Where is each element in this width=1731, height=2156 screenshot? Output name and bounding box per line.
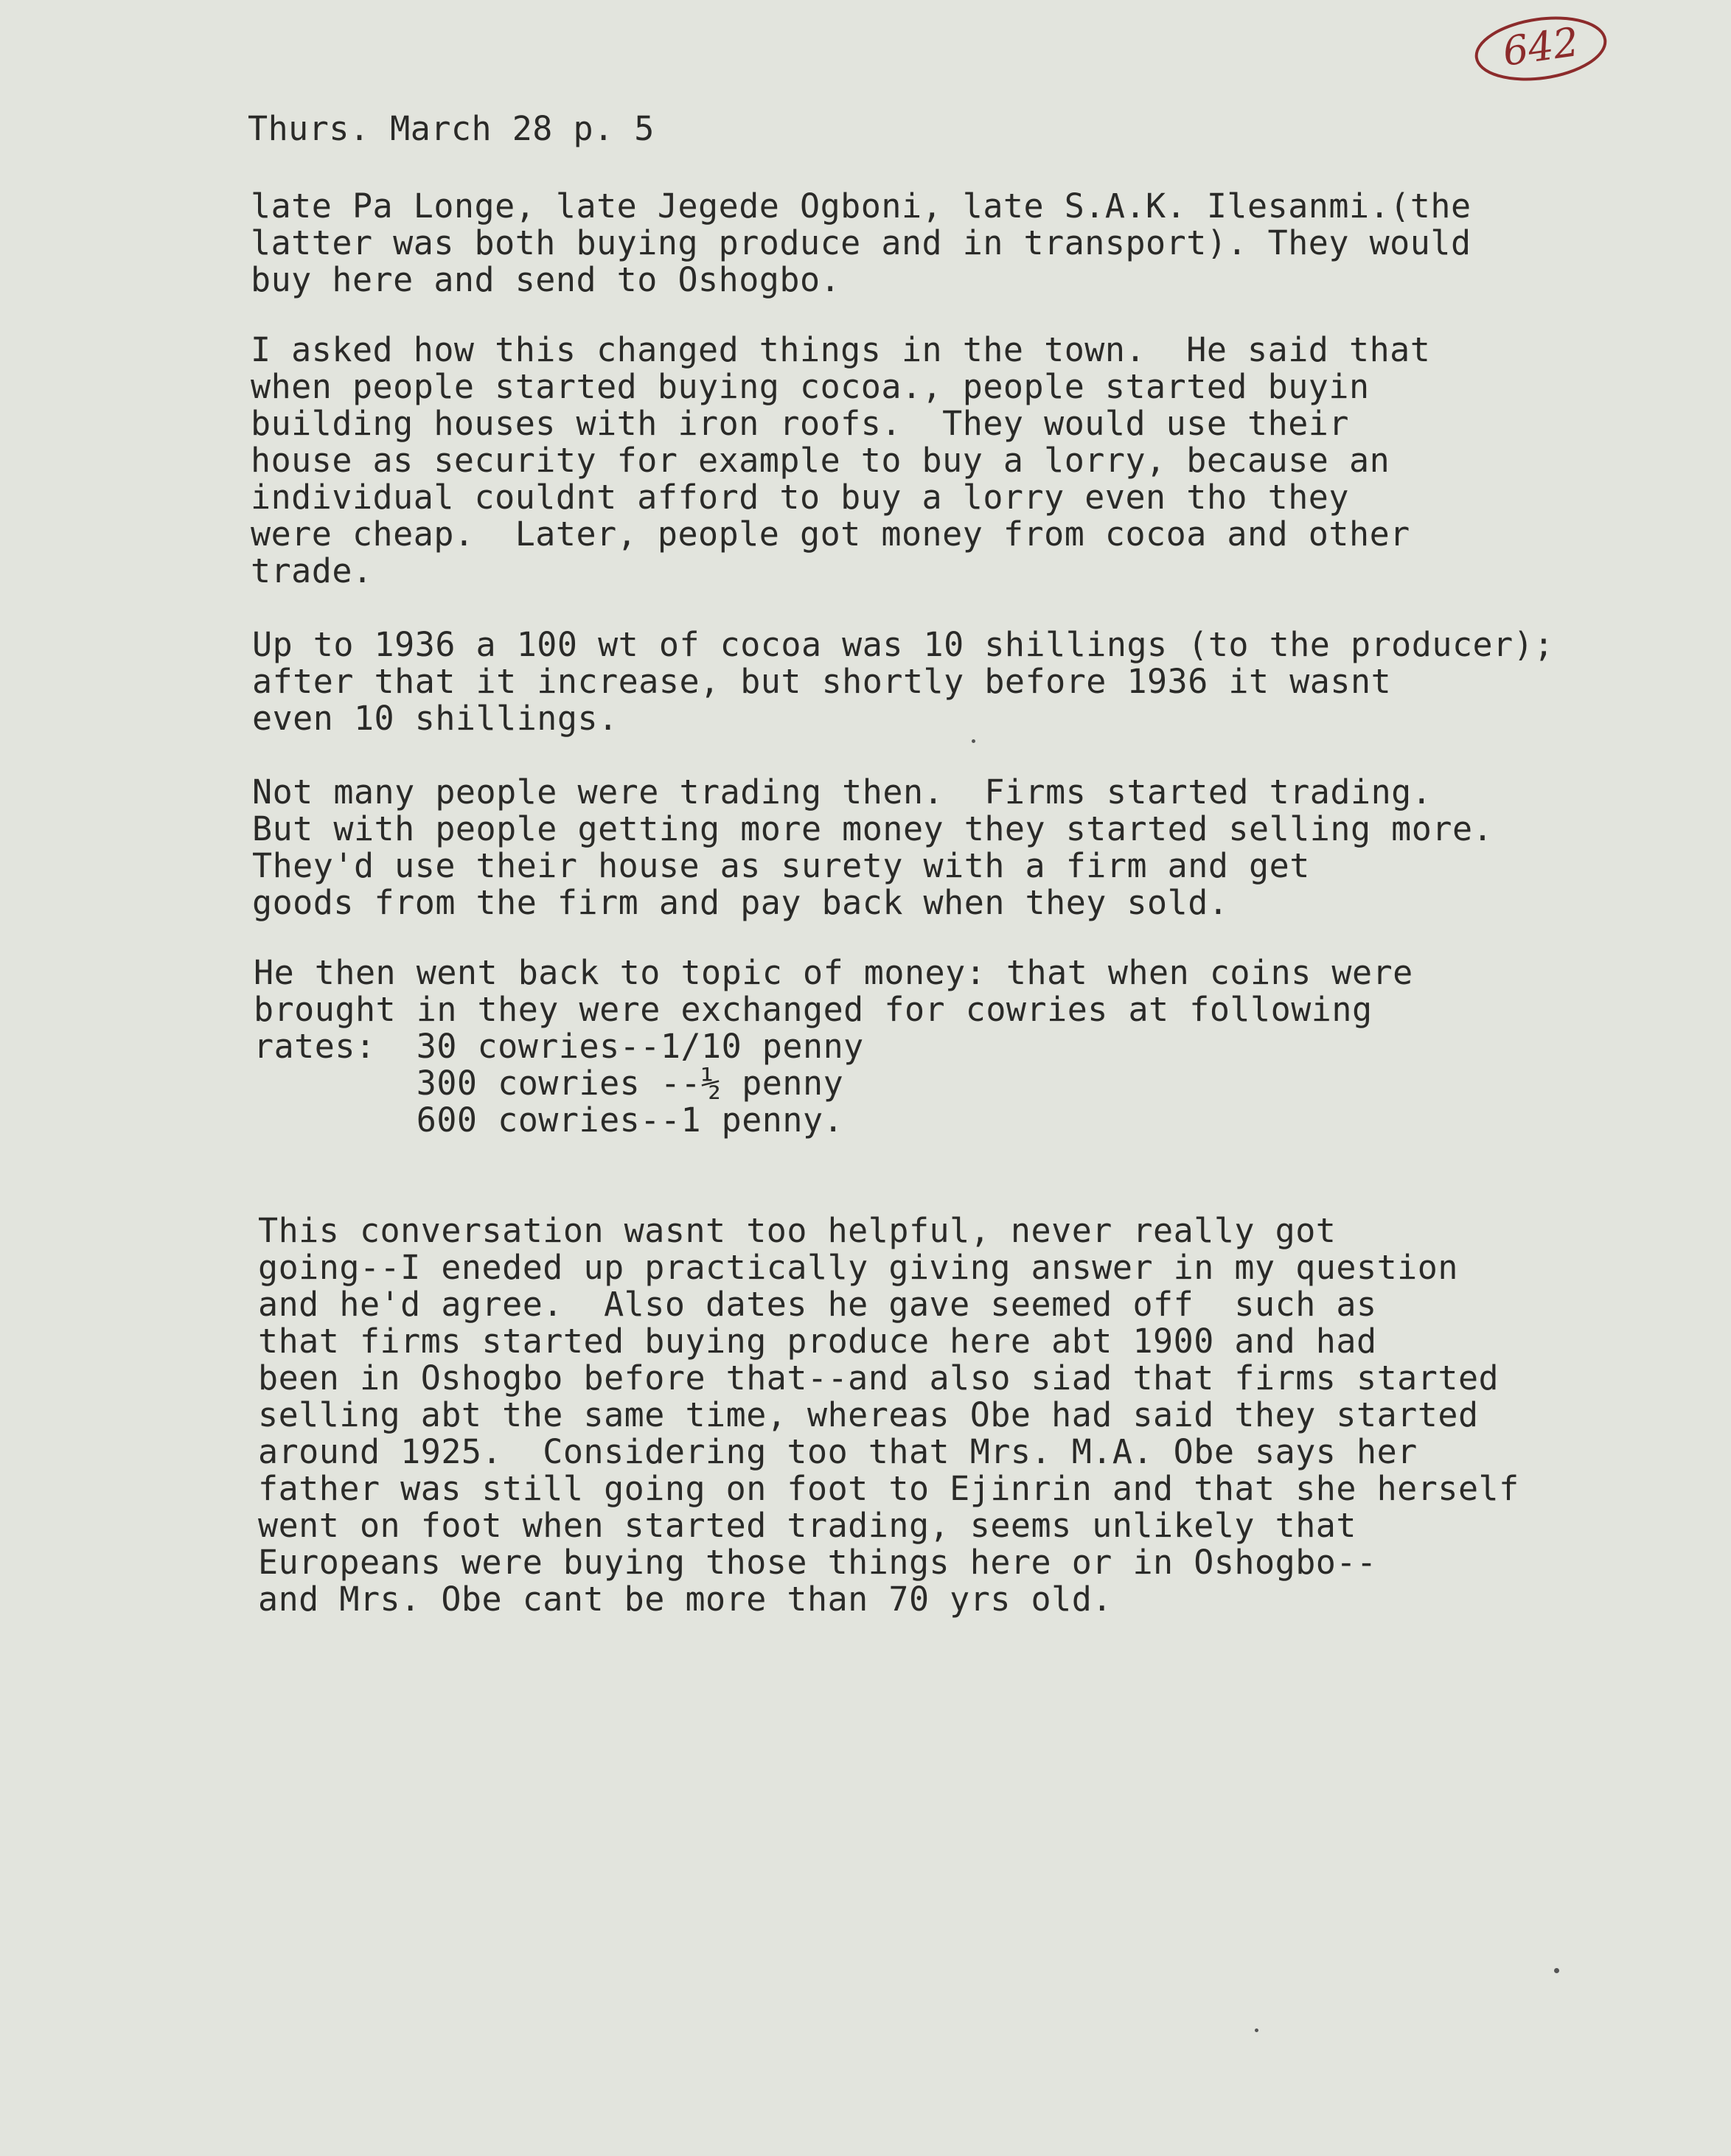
text-line: going--I eneded up practically giving answer in my question [258,1248,1458,1287]
text-line: and he'd agree. Also dates he gave seemed off such as [258,1285,1377,1324]
text-line: brought in they were exchanged for cowries at following [254,990,1373,1029]
text-line: even 10 shillings. [252,699,619,738]
text-line: were cheap. Later, people got money from cocoa and other [251,514,1410,554]
cowrie-rate-line: 300 cowries --½ penny [254,1064,844,1103]
text-line: Up to 1936 a 100 wt of cocoa was 10 shillings (to the producer); [252,625,1554,664]
text-line: goods from the firm and pay back when they sold. [252,883,1229,922]
cowrie-rate-line: 600 cowries--1 penny. [254,1100,844,1140]
text-line: individual couldnt afford to buy a lorry even tho they [251,478,1349,517]
text-line: trade. [251,551,373,590]
text-line: that firms started buying produce here abt 1900 and had [258,1322,1377,1361]
text-line: I asked how this changed things in the town. He said that [251,330,1431,369]
text-line: and Mrs. Obe cant be more than 70 yrs old. [258,1580,1112,1619]
paragraph-3 [252,627,1554,737]
text-line: building houses with iron roofs. They would use their [251,404,1349,443]
text-line: father was still going on foot to Ejinrin and that she herself [258,1469,1519,1508]
text-line: been in Oshogbo before that--and also siad that firms started [258,1358,1500,1398]
paragraph-4 [252,774,1493,921]
text-line: when people started buying cocoa., people started buyin [251,367,1370,406]
text-line: buy here and send to Oshogbo. [251,260,841,299]
text-line: around 1925. Considering too that Mrs. M.A. Obe says her [258,1432,1418,1471]
paragraph-6 [258,1213,1519,1618]
text-line: after that it increase, but shortly before 1936 it wasnt [252,662,1392,701]
paper-speck [1554,1968,1559,1973]
text-line: late Pa Longe, late Jegede Ogboni, late S.A.K. Ilesanmi.(the [251,186,1471,226]
text-line: went on foot when started trading, seems unlikely that [258,1506,1356,1545]
cowrie-rate-line: rates: 30 cowries--1/10 penny [254,1027,864,1066]
text-line: Europeans were buying those things here or in Oshogbo-- [258,1543,1377,1582]
text-line: But with people getting more money they started selling more. [252,809,1494,848]
paragraph-2 [251,332,1430,590]
text-line: He then went back to topic of money: that when coins were [254,953,1413,992]
page-heading: Thurs. March 28 p. 5 [248,109,655,148]
text-line: Not many people were trading then. Firms started trading. [252,772,1432,812]
text-line: latter was both buying produce and in transport). They would [251,223,1471,262]
paragraph-5 [254,955,1413,1139]
text-line: They'd use their house as surety with a firm and get [252,846,1310,885]
text-line: This conversation wasnt too helpful, never really got [258,1211,1337,1250]
text-line: selling abt the same time, whereas Obe had said they started [258,1395,1479,1434]
paper-speck [972,739,975,743]
text-line: house as security for example to buy a lorry, because an [251,441,1390,480]
paper-speck [1255,2028,1258,2032]
folio-number-stamp [1467,10,1615,84]
folio-number: 642 [1500,18,1582,75]
paragraph-1 [251,188,1471,299]
